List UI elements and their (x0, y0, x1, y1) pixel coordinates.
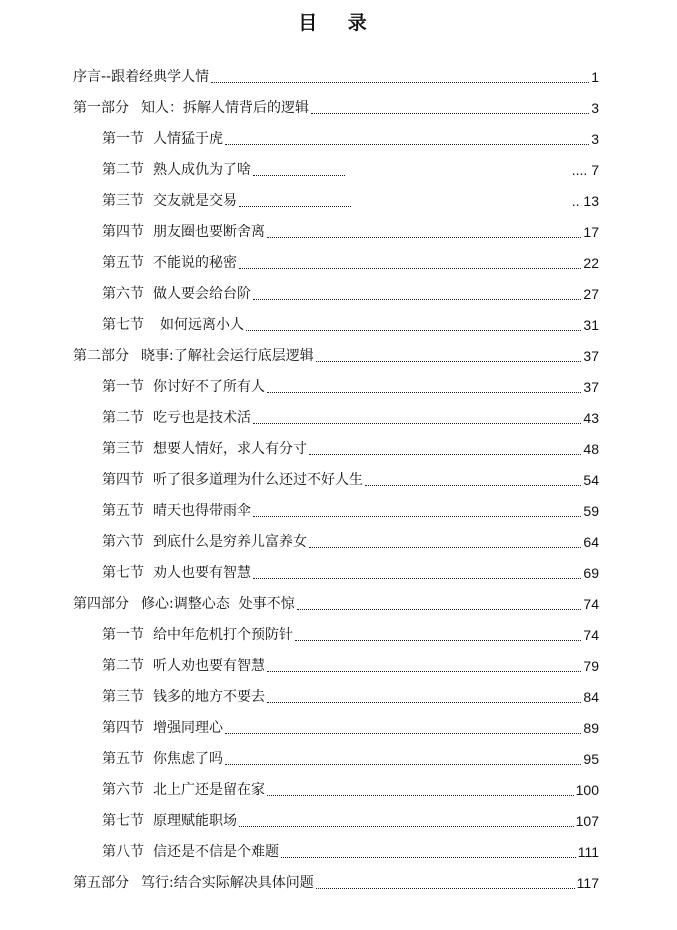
toc-page-number: 37 (583, 379, 599, 395)
toc-section-label: 第五节 (102, 255, 144, 271)
toc-entry-title: 朋友圈也要断舍离 (153, 224, 265, 240)
dot-leader (211, 68, 589, 83)
dot-leader (239, 812, 574, 827)
toc-entry-title: 增强同理心 (153, 720, 223, 736)
toc-entry-title: 钱多的地方不要去 (153, 689, 265, 705)
toc-entry-title: 听人劝也要有智慧 (153, 658, 265, 674)
toc-entry-title: 吃亏也是技术活 (153, 410, 251, 426)
toc-page-number: 79 (583, 658, 599, 674)
toc-entry-title: 晓事:了解社会运行底层逻辑 (141, 348, 314, 364)
toc-section-label: 第一节 (102, 627, 144, 643)
toc-entry-title: 给中年危机打个预防针 (153, 627, 293, 643)
toc-entry-title: 交友就是交易 (153, 193, 237, 209)
toc-entry-section[interactable] (102, 714, 599, 738)
toc-entry-preface[interactable] (73, 63, 599, 87)
toc-page-number: 17 (583, 224, 599, 240)
toc-entry-title: 你讨好不了所有人 (153, 379, 265, 395)
dot-leader (253, 285, 581, 300)
dot-leader (267, 378, 581, 393)
toc-page-number: 89 (583, 720, 599, 736)
toc-entry-part-5[interactable] (73, 869, 599, 893)
toc-entry-part-1[interactable] (73, 94, 599, 118)
toc-section-label: 第二节 (102, 162, 144, 178)
dot-leader (316, 347, 582, 362)
toc-entry-title: 晴天也得带雨伞 (153, 503, 251, 519)
toc-section-label: 第一节 (102, 379, 144, 395)
toc-entry-title: 笃行:结合实际解决具体问题 (141, 875, 314, 891)
dot-leader (267, 781, 574, 796)
toc-part-label: 第四部分 (73, 596, 129, 612)
toc-section-label: 第六节 (102, 286, 144, 302)
toc-page-number: 59 (583, 503, 599, 519)
toc-entry-title: 到底什么是穷养儿富养女 (153, 534, 307, 550)
toc-section-label: 第一节 (102, 131, 144, 147)
toc-part-label: 第五部分 (73, 875, 129, 891)
toc-page-number: 95 (583, 751, 599, 767)
toc-entry-title: 想要人情好，求人有分寸 (153, 441, 307, 457)
toc-section-label: 第七节 (102, 813, 144, 829)
dot-leader (316, 874, 575, 889)
toc-page-number: 43 (583, 410, 599, 426)
toc-entry-title: 做人要会给台阶 (153, 286, 251, 302)
toc-entry-title: 序言--跟着经典学人情 (73, 69, 210, 85)
toc-entry-section[interactable] (102, 249, 599, 273)
toc-entry-title: 北上广还是留在家 (153, 782, 265, 798)
toc-section-label: 第七节 (102, 317, 144, 333)
toc-page-number: 3 (591, 131, 599, 147)
dot-leader (267, 688, 581, 703)
toc-page-number: 3 (591, 100, 599, 116)
toc-page-number: 84 (583, 689, 599, 705)
dot-leader (309, 440, 581, 455)
dot-leader (225, 750, 581, 765)
dot-leader (267, 223, 581, 238)
toc-entry-section[interactable] (102, 404, 599, 428)
dot-leader (253, 502, 581, 517)
toc-entry-section[interactable] (102, 466, 599, 490)
dot-leader (225, 130, 589, 145)
toc-entry-title: 劝人也要有智慧 (153, 565, 251, 581)
dot-leader (297, 595, 582, 610)
toc-section-label: 第二节 (102, 410, 144, 426)
toc-entry-section[interactable] (102, 187, 599, 211)
toc-entry-section[interactable] (102, 156, 599, 180)
toc-part-label: 第二部分 (73, 348, 129, 364)
toc-page-number: 37 (583, 348, 599, 364)
toc-entry-part-2[interactable] (73, 342, 599, 366)
toc-page-number: 64 (583, 534, 599, 550)
toc-section-label: 第七节 (102, 565, 144, 581)
toc-page-number: 1 (591, 69, 599, 85)
toc-entry-section[interactable] (102, 373, 599, 397)
toc-entry-title: 修心:调整心态 处事不惊 (141, 596, 295, 612)
toc-section-label: 第八节 (102, 844, 144, 860)
toc-page-number: 107 (575, 813, 599, 829)
toc-entry-section[interactable] (102, 559, 599, 583)
toc-page-number: .. 13 (571, 193, 599, 209)
toc-entry-title: 你焦虑了吗 (153, 751, 223, 767)
toc-entry-section[interactable] (102, 528, 599, 552)
dot-leader (246, 316, 581, 331)
dot-leader (309, 533, 581, 548)
toc-entry-title: 人情猛于虎 (153, 131, 223, 147)
toc-entry-section[interactable] (102, 497, 599, 521)
toc-page-number: 100 (575, 782, 599, 798)
toc-page-number: 48 (583, 441, 599, 457)
toc-section-label: 第四节 (102, 224, 144, 240)
toc-page-number: 111 (577, 844, 599, 860)
toc-entry-section[interactable] (102, 683, 599, 707)
toc-page-number: .... 7 (571, 162, 599, 178)
toc-entry-section[interactable] (102, 838, 599, 862)
dot-leader (267, 657, 581, 672)
toc-section-label: 第三节 (102, 689, 144, 705)
toc-page-number: 22 (583, 255, 599, 271)
toc-page-number: 74 (583, 596, 599, 612)
dot-leader (281, 843, 576, 858)
dot-leader (253, 564, 581, 579)
dot-leader (253, 161, 345, 176)
toc-entry-section[interactable] (102, 218, 599, 242)
toc-entry-section[interactable] (102, 435, 599, 459)
toc-entry-title: 听了很多道理为什么还过不好人生 (153, 472, 363, 488)
toc-section-label: 第二节 (102, 658, 144, 674)
toc-page-number: 74 (583, 627, 599, 643)
toc-entry-title: 不能说的秘密 (153, 255, 237, 271)
dot-leader (253, 409, 581, 424)
toc-entry-part-4[interactable] (73, 590, 599, 614)
toc-page-number: 27 (583, 286, 599, 302)
dot-leader (239, 192, 351, 207)
toc-section-label: 第六节 (102, 782, 144, 798)
toc-section-label: 第三节 (102, 441, 144, 457)
toc-section-label: 第五节 (102, 503, 144, 519)
toc-section-label: 第六节 (102, 534, 144, 550)
toc-entry-section[interactable] (102, 621, 599, 645)
toc-entry-section[interactable] (102, 776, 599, 800)
page-title: 目 录 (298, 12, 379, 34)
dot-leader (311, 99, 589, 114)
dot-leader (239, 254, 581, 269)
toc-section-label: 第三节 (102, 193, 144, 209)
toc-entry-section[interactable] (102, 125, 599, 149)
toc-page-number: 117 (576, 875, 599, 891)
toc-entry-title: 熟人成仇为了啥 (153, 162, 251, 178)
toc-entry-section[interactable] (102, 652, 599, 676)
toc-entry-section[interactable] (102, 807, 599, 831)
toc-entry-section[interactable] (102, 311, 599, 335)
dot-leader (225, 719, 581, 734)
toc-entry-title: 信还是不信是个难题 (153, 844, 279, 860)
toc-page-number: 31 (583, 317, 599, 333)
toc-entry-section[interactable] (102, 745, 599, 769)
toc-page-number: 54 (583, 472, 599, 488)
toc-entry-title: 如何远离小人 (160, 317, 244, 333)
toc-section-label: 第四节 (102, 472, 144, 488)
dot-leader (365, 471, 581, 486)
toc-page-number: 69 (583, 565, 599, 581)
toc-entry-title: 原理赋能职场 (153, 813, 237, 829)
toc-section-label: 第五节 (102, 751, 144, 767)
toc-part-label: 第一部分 (73, 100, 129, 116)
dot-leader (295, 626, 581, 641)
toc-section-label: 第四节 (102, 720, 144, 736)
toc-entry-section[interactable] (102, 280, 599, 304)
toc-entry-title: 知人：拆解人情背后的逻辑 (141, 100, 309, 116)
